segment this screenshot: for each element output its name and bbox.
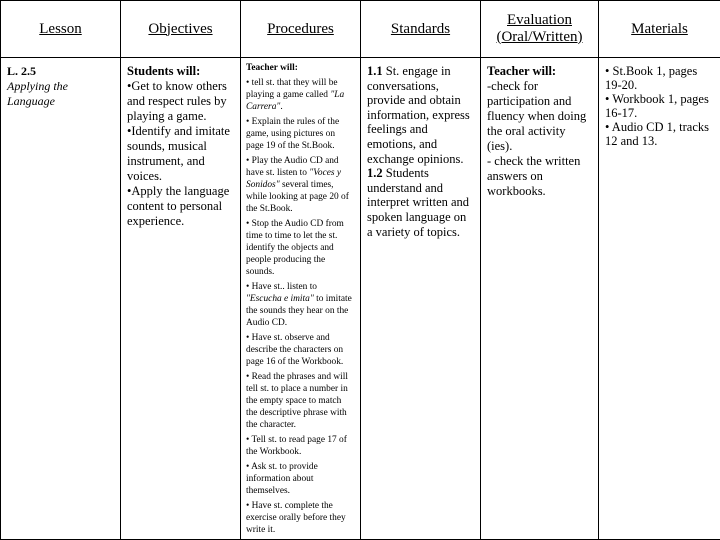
material-item: • St.Book 1, pages 19-20. [605,64,698,92]
objective-item: •Apply the language content to personal experience. [127,184,230,228]
material-item: • Audio CD 1, tracks 12 and 13. [605,120,710,148]
content-row [1,58,720,540]
standard-2: 1.2 Students understand and interpret written and spoken language on a variety of topics. [367,166,470,239]
objectives-cell [121,58,241,540]
header-standards: Standards [361,1,481,58]
procedure-step: • Play the Audio CD and have st. listen to "Voces y Sonidos" several times, while looking at page 20 of the St.Book. [246,156,349,214]
objectives-heading: Students will: [127,64,201,78]
evaluation-item: - check the written answers on workbooks. [487,154,581,198]
procedure-step: • Ask st. to provide information about themselves. [246,462,318,496]
procedure-step: • Stop the Audio CD from time to time to let the st. identify the objects and people producing the sounds. [246,219,344,277]
header-objectives: Objectives [121,1,241,58]
header-evaluation: Evaluation (Oral/Written) [481,1,599,58]
header-procedures: Procedures [241,1,361,58]
header-materials: Materials [599,1,720,58]
evaluation-cell [481,58,599,540]
procedures-heading: Teacher will: [246,63,298,73]
procedures-cell [241,58,361,540]
evaluation-heading: Teacher will: [487,64,557,78]
header-lesson: Lesson [1,1,121,58]
procedure-step: • Have st. observe and describe the characters on page 16 of the Workbook. [246,333,344,367]
material-item: • Workbook 1, pages 16-17. [605,92,709,120]
standard-1: 1.1 St. engage in conversations, provide and obtain information, express feelings and emotions, and exchange opinions. [367,64,470,166]
procedure-step: • Read the phrases and will tell st. to place a number in the empty space to match the descriptive phrase with the character. [246,372,348,430]
procedure-step: • Tell st. to read page 17 of the Workbook. [246,435,347,457]
standards-cell [361,58,481,540]
procedure-step: • tell st. that they will be playing a game called "La Carrera". [246,78,345,112]
objective-item: •Identify and imitate sounds, musical instrument, and voices. [127,124,230,183]
header-row [1,1,720,58]
lesson-title: Applying the Language [7,79,68,108]
objective-item: •Get to know others and respect rules by playing a game. [127,79,227,123]
procedure-step: • Have st. complete the exercise orally before they write it. [246,501,346,535]
procedure-step: • Explain the rules of the game, using pictures on page 19 of the St.Book. [246,117,340,151]
materials-cell [599,58,720,540]
procedure-step: • Have st.. listen to "Escucha e imita" to imitate the sounds they hear on the Audio CD. [246,282,352,328]
evaluation-item: -check for participation and fluency when doing the oral activity (ies). [487,79,587,153]
lesson-code: L. 2.5 [7,64,37,78]
lesson-cell [1,58,121,540]
